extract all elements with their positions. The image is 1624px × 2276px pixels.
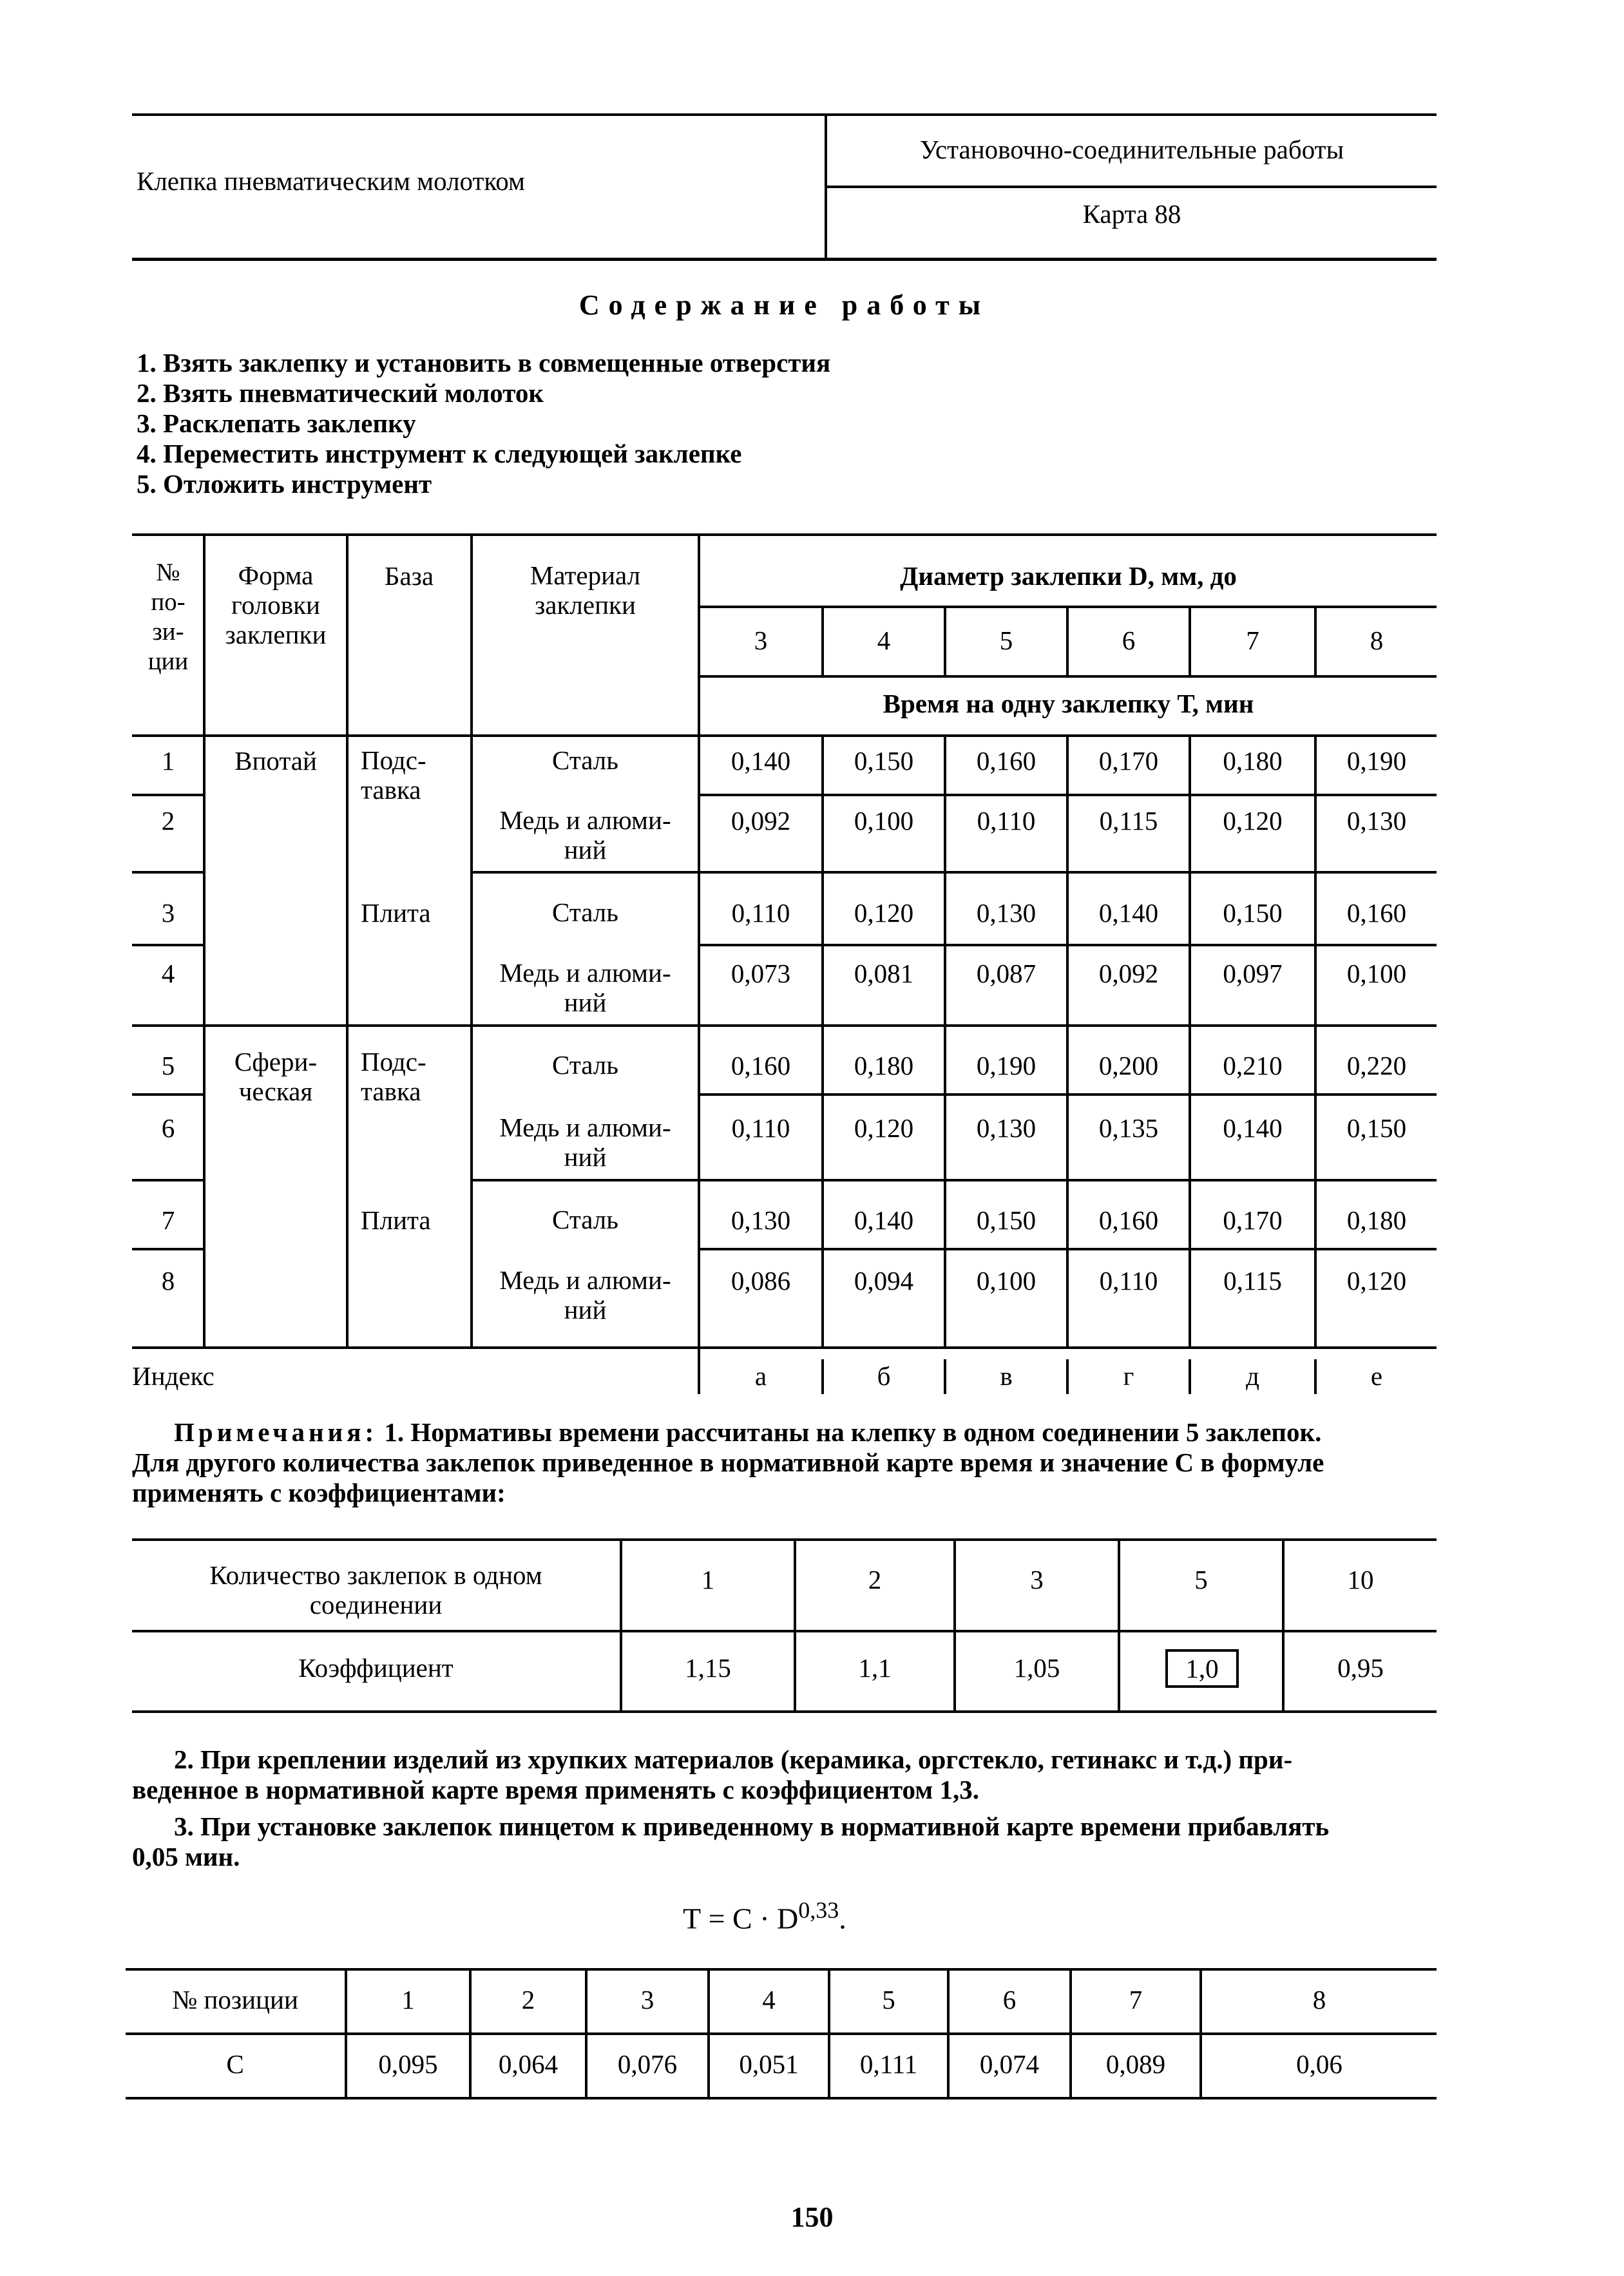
- time-value: 0,170: [1098, 746, 1159, 776]
- coef-count-label: [132, 1560, 620, 1620]
- head-form-line: заклепки: [225, 620, 327, 649]
- row-material-line: Медь и алюми-: [499, 805, 671, 835]
- time-value: 0,094: [854, 1266, 914, 1296]
- time-value: 0,120: [1346, 1266, 1407, 1296]
- row-material-line: ний: [564, 1142, 607, 1172]
- formula-exponent: 0,33: [798, 1897, 839, 1923]
- row-pos: 2: [161, 806, 175, 836]
- note-3-line-2: 0,05 мин.: [132, 1842, 240, 1871]
- index-value: г: [1123, 1361, 1134, 1391]
- header-top-rule: [132, 113, 1437, 116]
- row-pos: 3: [161, 898, 175, 928]
- index-value: д: [1246, 1361, 1259, 1391]
- row-sep-7-8-mat: [698, 1248, 1437, 1250]
- c-top-rule: [126, 1968, 1437, 1971]
- time-value: 0,170: [1223, 1205, 1283, 1235]
- index-value: а: [754, 1361, 767, 1391]
- time-value: 0,130: [976, 1113, 1036, 1143]
- time-value: 0,130: [1346, 806, 1407, 836]
- time-value: 0,120: [854, 1113, 914, 1143]
- formula-base: Т = С · D: [683, 1902, 799, 1935]
- c-value: 0,06: [1296, 2049, 1342, 2079]
- note-1-line-1: [132, 1417, 1440, 1448]
- header-card-number: Карта 88: [1082, 199, 1181, 229]
- base-group-1-line: Подс-: [361, 745, 426, 775]
- time-value: 0,115: [1099, 806, 1158, 836]
- c-head-label: № позиции: [172, 1985, 298, 2014]
- time-value: 0,210: [1223, 1051, 1283, 1080]
- section-title: Содержание работы: [578, 289, 990, 321]
- note-2-line-2: веденное в нормативной карте время применять с коэффициентом 1,3.: [132, 1775, 979, 1804]
- time-value: 0,180: [854, 1051, 914, 1080]
- time-value: 0,130: [976, 898, 1036, 928]
- index-value: в: [1000, 1361, 1013, 1391]
- coef-count-label-line: соединении: [309, 1590, 443, 1620]
- formula-end: .: [839, 1902, 846, 1935]
- time-value: 0,135: [1098, 1113, 1159, 1143]
- time-value: 0,115: [1223, 1266, 1282, 1296]
- index-value: б: [877, 1361, 891, 1391]
- time-value: 0,150: [976, 1205, 1036, 1235]
- head-form: [205, 560, 346, 649]
- time-value: 0,160: [731, 1051, 791, 1080]
- step-1: 1. Взять заклепку и установить в совмещенные отверстия: [137, 348, 831, 378]
- time-value: 0,130: [731, 1205, 791, 1235]
- base-group-3-line: Подс-: [361, 1047, 426, 1076]
- c-label: С: [226, 2049, 244, 2079]
- coef-top-rule: [132, 1538, 1437, 1541]
- c-value: 0,074: [979, 2049, 1040, 2079]
- header-left-title: Клепка пневматическим молотком: [137, 166, 525, 196]
- c-value: 0,051: [739, 2049, 799, 2079]
- row-material: [473, 1050, 698, 1080]
- step-4: 4. Переместить инструмент к следующей заклепке: [137, 439, 742, 468]
- header-right-divider: [825, 186, 1437, 188]
- time-value: 0,097: [1223, 959, 1283, 988]
- row-material: [473, 1265, 698, 1324]
- row-material-line: Сталь: [552, 745, 618, 775]
- note-2: [132, 1745, 1440, 1805]
- c-position: 6: [1002, 1985, 1017, 2014]
- head-material-line: Материал: [530, 560, 641, 590]
- time-value: 0,081: [854, 959, 914, 988]
- note-3-line-1: 3. При установке заклепок пинцетом к приведенному в нормативной карте времени прибавлять: [174, 1812, 1330, 1841]
- row-material-line: Медь и алюми-: [499, 1113, 671, 1142]
- time-value: 0,160: [1346, 898, 1407, 928]
- head-pos-line: №: [156, 559, 180, 586]
- time-value: 0,100: [976, 1266, 1036, 1296]
- time-value: 0,120: [854, 898, 914, 928]
- time-value: 0,180: [1346, 1205, 1407, 1235]
- rivet-count: 1: [701, 1565, 715, 1594]
- header-bottom-rule: [132, 258, 1437, 261]
- time-value: 0,110: [1099, 1266, 1158, 1296]
- row-material: [473, 745, 698, 775]
- time-value: 0,140: [1223, 1113, 1283, 1143]
- vline-form: [346, 533, 349, 1348]
- coef-label: Коэффициент: [298, 1653, 454, 1683]
- row-pos: 1: [161, 746, 175, 776]
- time-value: 0,140: [854, 1205, 914, 1235]
- form-group-2: [205, 1047, 346, 1106]
- c-position: 3: [640, 1985, 654, 2014]
- formula: [683, 1891, 846, 1938]
- base-group-3-line: тавка: [361, 1076, 421, 1106]
- c-mid-rule: [126, 2032, 1437, 2035]
- row-sep-3-4: [132, 944, 204, 946]
- coef-mid-rule: [132, 1630, 1437, 1632]
- head-pos-line: зи-: [152, 618, 184, 646]
- c-value: 0,064: [498, 2049, 559, 2079]
- time-value: 0,110: [731, 1113, 790, 1143]
- row-material: [473, 1205, 698, 1234]
- coef-count-label-line: Количество заклепок в одном: [209, 1560, 542, 1590]
- header-right-top: Установочно-соединительные работы: [919, 135, 1344, 164]
- row-sep-7-8: [132, 1248, 204, 1250]
- time-value: 0,160: [1098, 1205, 1159, 1235]
- time-value: 0,190: [1346, 746, 1407, 776]
- row-material: [473, 805, 698, 865]
- index-label: Индекс: [132, 1361, 215, 1391]
- c-value: 0,076: [617, 2049, 678, 2079]
- row-material-line: Сталь: [552, 1050, 618, 1080]
- row-material: [473, 1113, 698, 1172]
- index-value: е: [1370, 1361, 1383, 1391]
- row-material-line: Медь и алюми-: [499, 958, 671, 988]
- c-value: 0,095: [378, 2049, 438, 2079]
- main-table-header-bottom-rule: [132, 734, 1437, 737]
- note-1-line-2: Для другого количества заклепок приведенное в нормативной карте время и значение С в формуле: [132, 1448, 1324, 1477]
- diameter-7: 7: [1246, 626, 1259, 655]
- coef-value: 1,15: [685, 1653, 731, 1683]
- row-material-line: Сталь: [552, 1205, 618, 1234]
- form-group-2-line: Сфери-: [234, 1047, 318, 1076]
- diameter-6: 6: [1122, 626, 1136, 655]
- row-pos: 8: [161, 1266, 175, 1296]
- c-value: 0,111: [859, 2049, 918, 2079]
- time-value: 0,150: [1223, 898, 1283, 928]
- head-material: [473, 560, 698, 620]
- time-value: 0,087: [976, 959, 1036, 988]
- row-material: [473, 897, 698, 927]
- row-sep-3-4-mat: [698, 944, 1437, 946]
- head-pos-line: ции: [148, 647, 189, 675]
- notes-prefix: Примечания:: [174, 1417, 378, 1447]
- note-2-line-1: 2. При креплении изделий из хрупких материалов (керамика, оргстекло, гетинакс и т.д.) при-: [174, 1745, 1293, 1774]
- rivet-count: 5: [1194, 1565, 1208, 1594]
- head-time: Время на одну заклепку Т, мин: [883, 689, 1254, 718]
- rivet-count: 10: [1347, 1565, 1374, 1594]
- row-material-line: ний: [564, 835, 607, 865]
- row-sep-5-6-mat: [698, 1093, 1437, 1096]
- page-number: 150: [790, 2201, 834, 2233]
- row-sep-1-2: [132, 794, 204, 796]
- diameter-8: 8: [1370, 626, 1384, 655]
- time-value: 0,092: [1098, 959, 1159, 988]
- row-material-line: Медь и алюми-: [499, 1265, 671, 1295]
- note-3: [132, 1812, 1440, 1872]
- row-pos: 7: [161, 1205, 175, 1235]
- c-position: 2: [521, 1985, 535, 2014]
- time-value: 0,110: [731, 898, 790, 928]
- note-1-text: 1. Нормативы времени рассчитаны на клепку в одном соединении 5 заклепок.: [384, 1417, 1322, 1447]
- diameter-3: 3: [754, 626, 768, 655]
- row-material: [473, 958, 698, 1017]
- row-material-line: ний: [564, 1295, 607, 1324]
- coef-value: 1,1: [858, 1653, 892, 1683]
- step-5: 5. Отложить инструмент: [137, 469, 432, 499]
- row-sep-2-3: [132, 871, 204, 874]
- rivet-count: 3: [1030, 1565, 1044, 1594]
- rivet-count: 2: [868, 1565, 882, 1594]
- time-value: 0,190: [976, 1051, 1036, 1080]
- c-position: 8: [1312, 1985, 1326, 2014]
- row-sep-4-5: [132, 1024, 1437, 1027]
- head-form-line: головки: [231, 590, 320, 620]
- c-position: 1: [401, 1985, 415, 2014]
- row-sep-6-7-base: [470, 1179, 1437, 1181]
- time-value: 0,086: [731, 1266, 791, 1296]
- base-group-4: Плита: [361, 1205, 431, 1235]
- row-sep-5-6: [132, 1093, 204, 1096]
- time-value: 0,110: [977, 806, 1036, 836]
- row-material-line: Сталь: [552, 897, 618, 927]
- base-group-1: [361, 745, 470, 805]
- base-group-2: Плита: [361, 898, 431, 928]
- steps-list: [137, 348, 830, 499]
- time-value: 0,092: [731, 806, 791, 836]
- row-pos: 5: [161, 1051, 175, 1080]
- time-value: 0,100: [854, 806, 914, 836]
- time-value: 0,140: [731, 746, 791, 776]
- main-table-data-bottom-rule: [132, 1346, 1437, 1349]
- head-pos-line: по-: [151, 588, 186, 616]
- head-pos: [132, 558, 204, 676]
- coef-value: 0,95: [1337, 1653, 1384, 1683]
- diameter-4: 4: [877, 626, 891, 655]
- c-position: 7: [1129, 1985, 1143, 2014]
- base-group-3: [361, 1047, 470, 1106]
- row-sep-6-7: [132, 1179, 204, 1181]
- time-value: 0,140: [1098, 898, 1159, 928]
- head-form-line: Форма: [238, 560, 314, 590]
- head-base: База: [384, 561, 434, 591]
- time-value: 0,120: [1223, 806, 1283, 836]
- c-bottom-rule: [126, 2097, 1437, 2099]
- main-table-top-rule: [132, 533, 1437, 536]
- time-value: 0,100: [1346, 959, 1407, 988]
- row-pos: 4: [161, 959, 175, 988]
- time-value: 0,220: [1346, 1051, 1407, 1080]
- coef-bottom-rule: [132, 1710, 1437, 1713]
- c-position: 5: [882, 1985, 895, 2014]
- time-value: 0,200: [1098, 1051, 1159, 1080]
- note-1: [132, 1417, 1440, 1508]
- coef-value: 1,0: [1165, 1649, 1239, 1688]
- time-value: 0,150: [854, 746, 914, 776]
- diameter-5: 5: [999, 626, 1013, 655]
- head-material-line: заклепки: [535, 590, 636, 620]
- step-3: 3. Расклепать заклепку: [137, 408, 416, 438]
- base-group-1-line: тавка: [361, 775, 421, 805]
- row-pos: 6: [161, 1113, 175, 1143]
- step-2: 2. Взять пневматический молоток: [137, 378, 544, 408]
- row-material-line: ний: [564, 988, 607, 1017]
- c-position: 4: [762, 1985, 776, 2014]
- time-value: 0,073: [731, 959, 791, 988]
- c-value: 0,089: [1105, 2049, 1166, 2079]
- form-group-2-line: ческая: [238, 1076, 313, 1106]
- row-sep-2-3-base: [470, 871, 1437, 874]
- form-group-1: Впотай: [234, 746, 317, 776]
- coef-value: 1,05: [1013, 1653, 1060, 1683]
- time-value: 0,160: [976, 746, 1036, 776]
- note-1-line-3: применять с коэффициентами:: [132, 1478, 506, 1507]
- head-diameter: Диаметр заклепки D, мм, до: [900, 561, 1237, 591]
- time-value: 0,180: [1223, 746, 1283, 776]
- row-sep-1-2-mat: [698, 794, 1437, 796]
- time-value: 0,150: [1346, 1113, 1407, 1143]
